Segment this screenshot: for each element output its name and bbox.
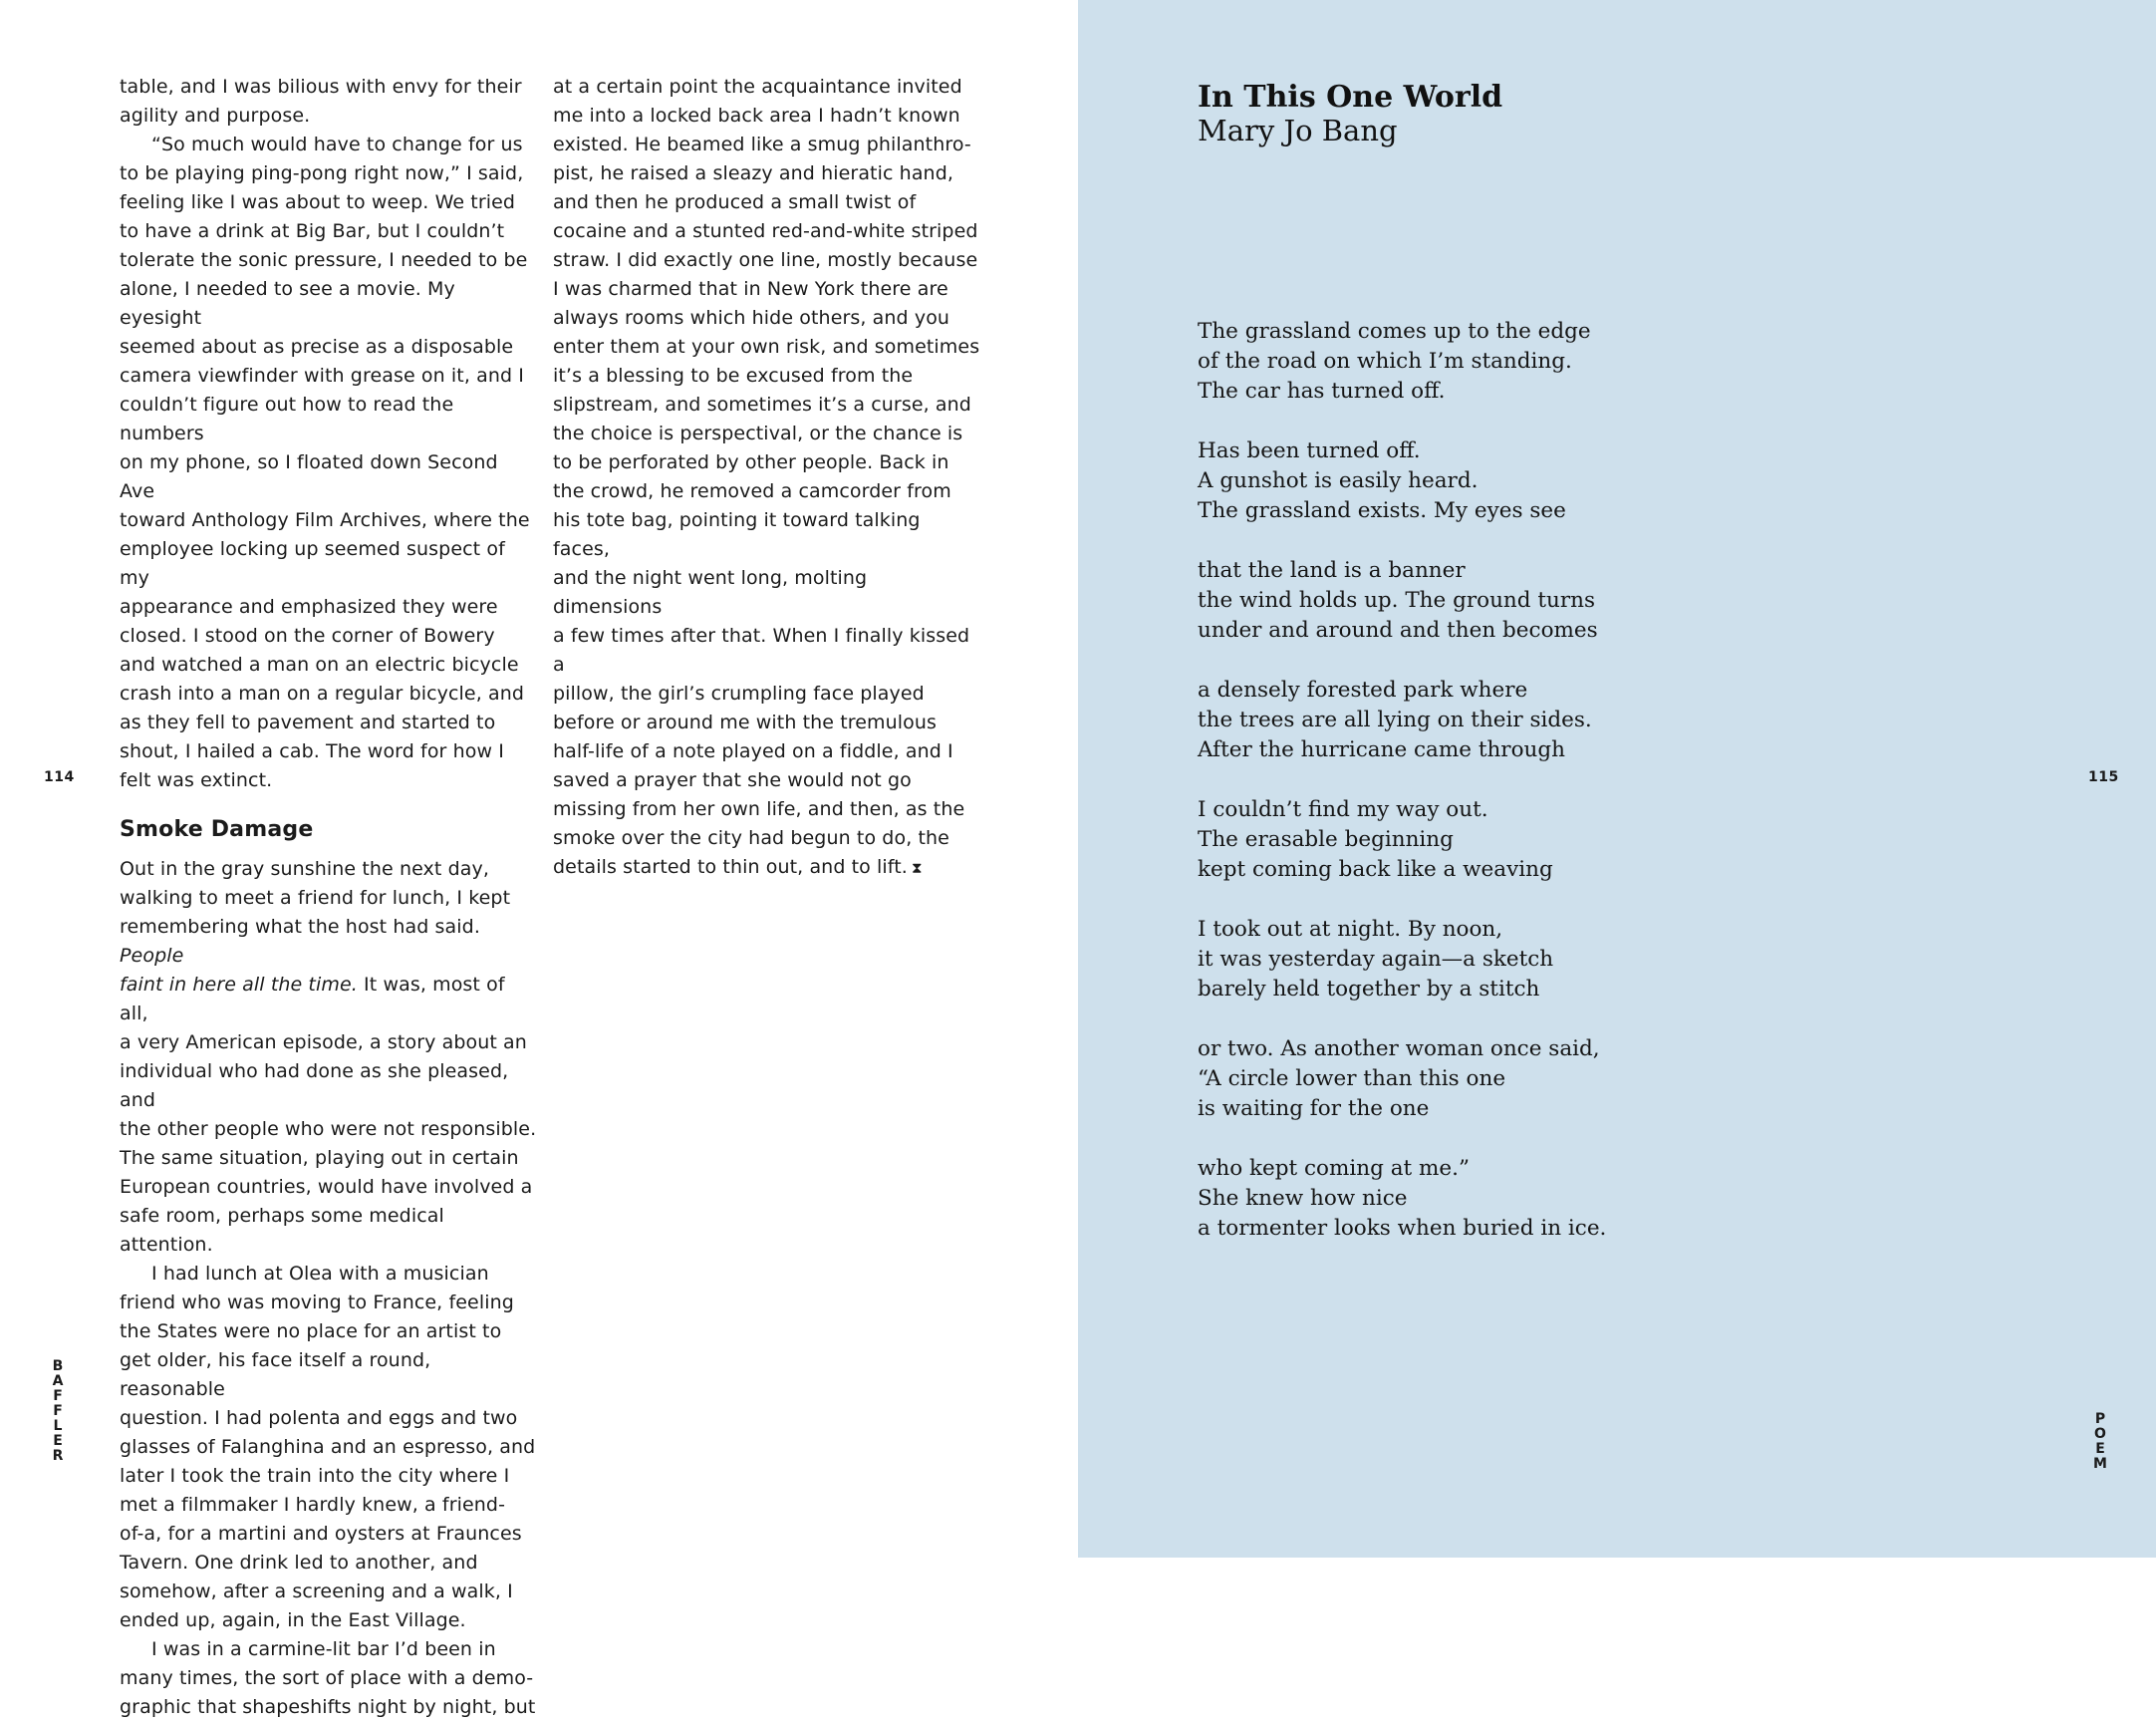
essay-paragraph: I had lunch at Olea with a musician friend who was moving to France, feeling the States were no place for an artist to get older, his face itself a round, reasonable question. I had polenta and eggs and two glasses of Falanghina and an espresso, and later I took the train into the city where I met a filmmaker I hardly knew, a friend- of-a, for a martini and oysters at Fraunces Tavern. One drink led to another, and somehow, after a screening and a walk, I ended up, again, in the East Village. bbox=[120, 1263, 536, 1631]
poem-stanza bbox=[1198, 676, 1955, 765]
page-number-right: 115 bbox=[2088, 769, 2119, 785]
poem-line: Has been turned off. bbox=[1198, 438, 1421, 463]
poem-line: under and around and then becomes bbox=[1198, 618, 1598, 643]
essay-column-1 bbox=[120, 73, 538, 1722]
poem-line: the trees are all lying on their sides. bbox=[1198, 708, 1592, 732]
poem-line: The grassland comes up to the edge bbox=[1198, 319, 1591, 344]
poem-line: I took out at night. By noon, bbox=[1198, 917, 1503, 942]
poem-line: “A circle lower than this one bbox=[1198, 1066, 1506, 1091]
section-runner bbox=[2090, 1412, 2110, 1472]
poem-line: A gunshot is easily heard. bbox=[1198, 468, 1479, 493]
essay-paragraph bbox=[553, 73, 981, 883]
runner-letter: E bbox=[53, 1433, 63, 1449]
runner-letter: R bbox=[52, 1448, 64, 1464]
runner-letter: F bbox=[53, 1403, 63, 1419]
runner-letter: E bbox=[2095, 1441, 2105, 1457]
runner-letter: F bbox=[53, 1388, 63, 1404]
italic-quote: People faint in here all the time. bbox=[120, 945, 358, 996]
runner-letter: P bbox=[2094, 1411, 2106, 1427]
poem-stanza bbox=[1198, 436, 1955, 526]
paragraph-text: at a certain point the acquaintance invited me into a locked back area I hadn’t known existed. He beamed like a smug philanthro- pist, he raised a sleazy and hieratic hand, and then he produced a small twist of cocaine and a stunted red-and-white striped straw. I did exactly one line, mostly because I was charmed that in New York there are always rooms which hide others, and you enter them at your own risk, and sometimes it’s a blessing to be excused from the slipstream, and sometimes it’s a curse, and the choice is perspectival, or the chance is to be perforated by other people. Back in the crowd, he removed a camcorder from his tote bag, pointing it toward talking faces, and the night went long, molting dimensions a few times after that. When I finally kissed a pillow, the girl’s crumpling face played before or around me with the tremulous half-life of a note played on a fiddle, and I saved a prayer that she would not go missing from her own life, and then, as the smoke over the city had begun to do, the details started to thin out, and to lift. bbox=[553, 76, 980, 878]
poem-line: She knew how nice bbox=[1198, 1186, 1408, 1211]
poem-stanza bbox=[1198, 795, 1955, 885]
paragraph-text: Out in the gray sunshine the next day, walking to meet a friend for lunch, I kept remembering what the host had said. bbox=[120, 858, 511, 938]
essay-paragraph: table, and I was bilious with envy for their agility and purpose. bbox=[120, 76, 522, 127]
poem-line: a tormenter looks when buried in ice. bbox=[1198, 1216, 1607, 1241]
poem-stanza bbox=[1198, 317, 1955, 407]
poem-line: The car has turned off. bbox=[1198, 379, 1446, 404]
poem-line: The erasable beginning bbox=[1198, 827, 1454, 852]
left-page bbox=[0, 0, 1078, 1718]
poem-line: kept coming back like a weaving bbox=[1198, 857, 1553, 882]
poem-line: the wind holds up. The ground turns bbox=[1198, 588, 1596, 613]
magazine-name-runner bbox=[48, 1359, 68, 1464]
poem-line: or two. As another woman once said, bbox=[1198, 1036, 1600, 1061]
runner-letter: L bbox=[53, 1418, 63, 1434]
essay-column-2 bbox=[553, 73, 981, 883]
poem-stanza bbox=[1198, 915, 1955, 1004]
poem-author: Mary Jo Bang bbox=[1198, 114, 1398, 147]
poem-stanza bbox=[1198, 556, 1955, 646]
essay-paragraph bbox=[120, 855, 538, 1260]
poem-line: is waiting for the one bbox=[1198, 1096, 1430, 1121]
poem-line: of the road on which I’m standing. bbox=[1198, 349, 1572, 374]
paragraph-text: It was, most of all, a very American episode, a story about an individual who had done as she pleased, and the other people who were not responsible. The same situation, playing out in certain European countries, would have involved a safe room, perhaps some medical attention. bbox=[120, 974, 537, 1256]
poem-line: After the hurricane came through bbox=[1198, 737, 1565, 762]
runner-letter: B bbox=[52, 1358, 64, 1374]
poem-line: The grassland exists. My eyes see bbox=[1198, 498, 1566, 523]
poem-stanza bbox=[1198, 1034, 1955, 1124]
poem-body bbox=[1198, 317, 1955, 1274]
poem-line: it was yesterday again—a sketch bbox=[1198, 947, 1554, 972]
poem-title: In This One World bbox=[1198, 80, 1503, 115]
runner-letter: O bbox=[2094, 1426, 2106, 1442]
essay-paragraph: I was in a carmine-lit bar I’d been in many times, the sort of place with a demo- graphic that shapeshifts night by night, but bbox=[120, 1638, 536, 1718]
poem-line: that the land is a banner bbox=[1198, 558, 1466, 583]
poem-line: who kept coming at me.” bbox=[1198, 1156, 1470, 1181]
essay-paragraph: “So much would have to change for us to be playing ping-pong right now,” I said, feeling like I was about to weep. We tried to have a drink at Big Bar, but I couldn’t tolerate the sonic pressure, I needed to be alone, I needed to see a movie. My eyesight seemed about as precise as a disposable camera viewfinder with grease on it, and I couldn’t figure out how to read the numbers on my phone, so I floated down Second Ave toward Anthology Film Archives, where the employee locking up seemed suspect of my appearance and emphasized they were closed. I stood on the corner of Bowery and watched a man on an electric bicycle crash into a man on a regular bicycle, and as they fell to pavement and started to shout, I hailed a cab. The word for how I felt was extinct. bbox=[120, 134, 530, 791]
poem-line: barely held together by a stitch bbox=[1198, 977, 1540, 1002]
end-of-article-icon: ⧗ bbox=[911, 859, 923, 877]
poem-line: a densely forested park where bbox=[1198, 678, 1528, 703]
poem-stanza bbox=[1198, 1154, 1955, 1244]
poem-line: I couldn’t find my way out. bbox=[1198, 797, 1488, 822]
runner-letter: M bbox=[2093, 1456, 2107, 1472]
runner-letter: A bbox=[52, 1373, 64, 1389]
section-heading: Smoke Damage bbox=[120, 817, 314, 842]
page-number-left: 114 bbox=[44, 769, 75, 785]
